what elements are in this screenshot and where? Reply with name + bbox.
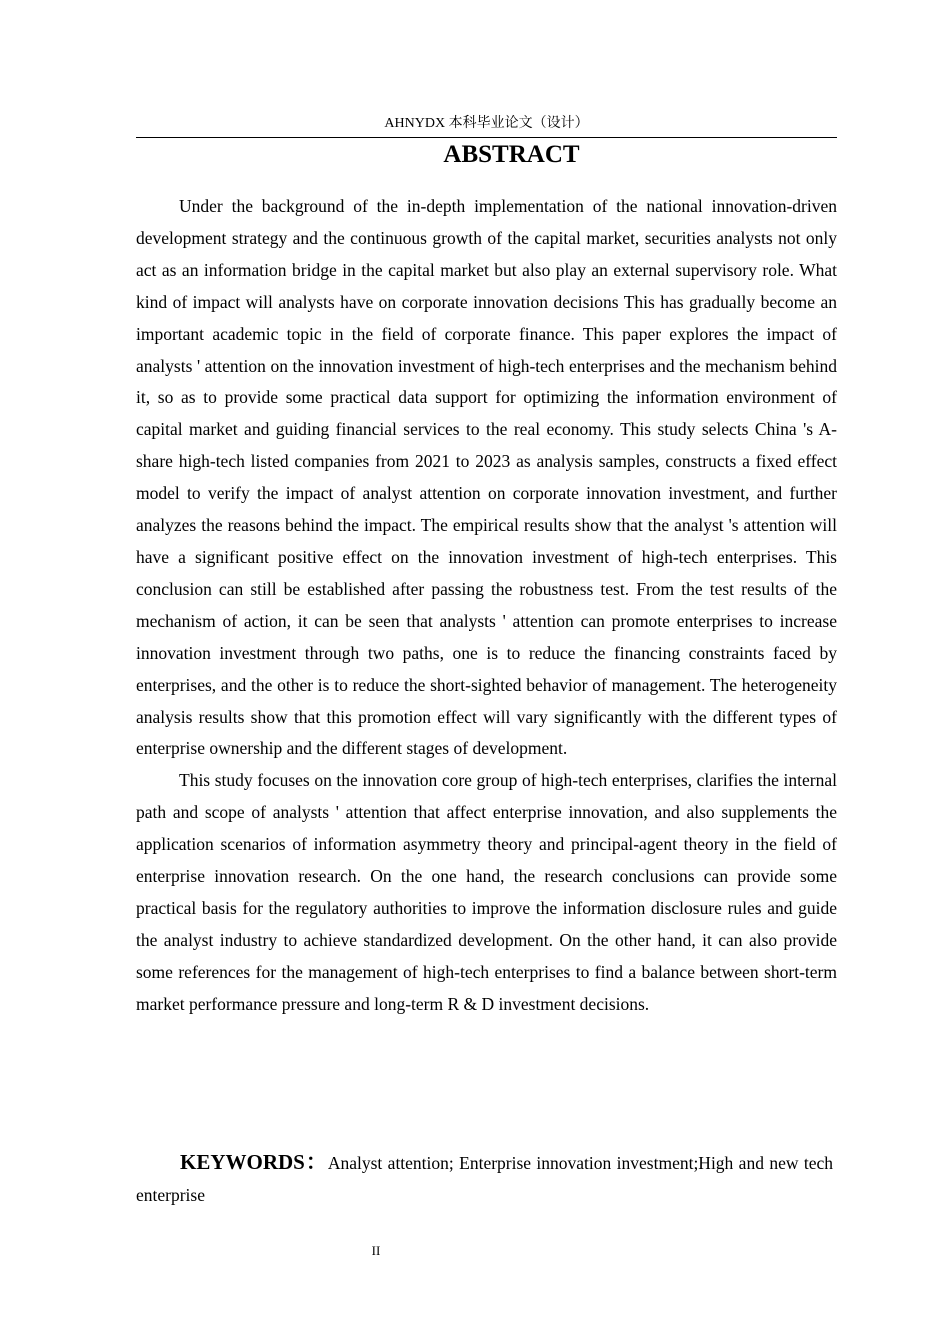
abstract-title: ABSTRACT <box>443 141 580 168</box>
keywords-text: Analyst attention; Enterprise innovation investment;High and new tech enterprise <box>136 1153 833 1205</box>
header-divider <box>136 137 837 138</box>
keywords-section <box>136 1146 833 1211</box>
abstract-body <box>136 191 837 1021</box>
running-header: AHNYDX 本科毕业论文（设计） <box>384 116 589 131</box>
keywords-label: KEYWORDS： <box>180 1150 328 1174</box>
abstract-paragraph-2: This study focuses on the innovation core group of high-tech enterprises, clarifies the internal path and scope of analysts ' attention that affect enterprise innovation, and also supplements the application scenarios of information asymmetry theory and principal-agent theory in the field of enterprise innovation research. On the one hand, the research conclusions can provide some practical basis for the regulatory authorities to improve the information disclosure rules and guide the analyst industry to achieve standardized development. On the other hand, it can also provide some references for the management of high-tech enterprises to find a balance between short-term market performance pressure and long-term R & D investment decisions. <box>136 770 837 1014</box>
abstract-paragraph-1: Under the background of the in-depth implementation of the national innovation-driven development strategy and the continuous growth of the capital market, securities analysts not only act as an information bridge in the capital market but also play an external supervisory role. What kind of impact will analysts have on corporate innovation decisions This has gradually become an important academic topic in the field of corporate finance. This paper explores the impact of analysts ' attention on the innovation investment of high-tech enterprises and the mechanism behind it, so as to provide some practical data support for optimizing the information environment of capital market and guiding financial services to the real economy. This study selects China 's A-share high-tech listed companies from 2021 to 2023 as analysis samples, constructs a fixed effect model to verify the impact of analyst attention on corporate innovation investment, and further analyzes the reasons behind the impact. The empirical results show that the analyst 's attention will have a significant positive effect on the innovation investment of high-tech enterprises. This conclusion can still be established after passing the robustness test. From the test results of the mechanism of action, it can be seen that analysts ' attention can promote enterprises to increase innovation investment through two paths, one is to reduce the financing constraints faced by enterprises, and the other is to reduce the short-sighted behavior of management. The heterogeneity analysis results show that this promotion effect will vary significantly with the different types of enterprise ownership and the different stages of development. <box>136 196 837 759</box>
page-number: II <box>371 1243 381 1258</box>
